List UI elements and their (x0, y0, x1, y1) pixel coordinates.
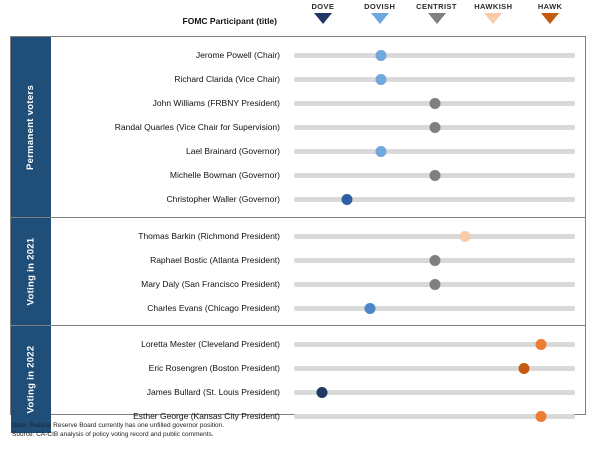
participant-label: Christopher Waller (Governor) (166, 194, 280, 204)
group-tab (11, 218, 51, 325)
group-rows (51, 326, 585, 433)
stance-marker (536, 339, 547, 350)
group-3 (11, 325, 585, 433)
scale-header (0, 0, 600, 36)
scale-label-centrist: CENTRIST (416, 2, 457, 11)
group-tab-label: Voting in 2022 (25, 345, 37, 414)
scale-label-hawk: HAWK (537, 2, 563, 11)
group-2 (11, 217, 585, 325)
stance-marker (376, 50, 387, 61)
scale-label-dove: DOVE (311, 2, 335, 11)
stance-track (294, 366, 575, 371)
chart-row (51, 187, 585, 211)
stance-track (294, 197, 575, 202)
participant-label: Michelle Bowman (Governor) (169, 170, 280, 180)
chart-row (51, 380, 585, 404)
participant-label: Esther George (Kansas City President) (133, 411, 280, 421)
stance-marker (376, 146, 387, 157)
stance-marker (429, 170, 440, 181)
stance-marker (519, 363, 530, 374)
chart-row (51, 356, 585, 380)
stance-marker (429, 279, 440, 290)
chart-row (51, 43, 585, 67)
group-rows (51, 37, 585, 217)
group-1 (11, 37, 585, 217)
stance-marker (364, 303, 375, 314)
group-tab (11, 37, 51, 217)
participant-label: Eric Rosengren (Boston President) (148, 363, 280, 373)
group-tab-label: Permanent voters (25, 84, 37, 170)
stance-track (294, 234, 575, 239)
source-line: Source: CA-CIB analysis of policy voting record and public comments. (12, 431, 214, 439)
chart-row (51, 115, 585, 139)
scale-arrow-centrist-icon (428, 13, 446, 24)
note-line: Note: Federal Reserve Board currently has one unfilled governor position. (12, 422, 225, 429)
stance-track (294, 53, 575, 58)
scale-label-dovish: DOVISH (364, 2, 396, 11)
chart-frame (10, 36, 586, 421)
participant-label: Randal Quarles (Vice Chair for Supervision) (114, 122, 280, 132)
stance-marker (460, 231, 471, 242)
chart-row (51, 272, 585, 296)
scale-arrow-hawk-icon (541, 13, 559, 24)
stance-marker (429, 98, 440, 109)
stance-track (294, 342, 575, 347)
chart-row (51, 332, 585, 356)
participant-label: Loretta Mester (Cleveland President) (141, 339, 280, 349)
chart-row (51, 67, 585, 91)
participant-label: Mary Daly (San Francisco President) (141, 279, 280, 289)
chart-row (51, 139, 585, 163)
participant-label: James Bullard (St. Louis President) (146, 387, 280, 397)
participant-label: Thomas Barkin (Richmond President) (138, 231, 280, 241)
scale-arrow-dove-icon (314, 13, 332, 24)
chart-row (51, 296, 585, 320)
stance-marker (317, 387, 328, 398)
stance-marker (536, 411, 547, 422)
scale-arrow-hawkish-icon (484, 13, 502, 24)
chart-row (51, 163, 585, 187)
stance-marker (429, 255, 440, 266)
participant-label: Raphael Bostic (Atlanta President) (150, 255, 280, 265)
participant-label: Richard Clarida (Vice Chair) (174, 74, 280, 84)
stance-marker (429, 122, 440, 133)
participant-label: Jerome Powell (Chair) (195, 50, 280, 60)
stance-track (294, 306, 575, 311)
chart-row (51, 224, 585, 248)
participant-label: Charles Evans (Chicago President) (147, 303, 280, 313)
group-tab-label: Voting in 2021 (25, 237, 37, 306)
stance-marker (342, 194, 353, 205)
scale-arrow-dovish-icon (371, 13, 389, 24)
scale-label-hawkish: HAWKISH (474, 2, 513, 11)
stance-track (294, 390, 575, 395)
group-tab (11, 326, 51, 433)
stance-track (294, 77, 575, 82)
group-rows (51, 218, 585, 325)
participant-title-wrap (0, 0, 287, 36)
stance-track (294, 414, 575, 419)
chart-row (51, 91, 585, 115)
chart-row (51, 248, 585, 272)
stance-marker (376, 74, 387, 85)
participant-label: John Williams (FRBNY President) (152, 98, 280, 108)
page-title: FOMC Participant (title) (182, 16, 277, 26)
participant-label: Lael Brainard (Governor) (185, 146, 280, 156)
stance-track (294, 149, 575, 154)
footnotes (12, 421, 582, 440)
